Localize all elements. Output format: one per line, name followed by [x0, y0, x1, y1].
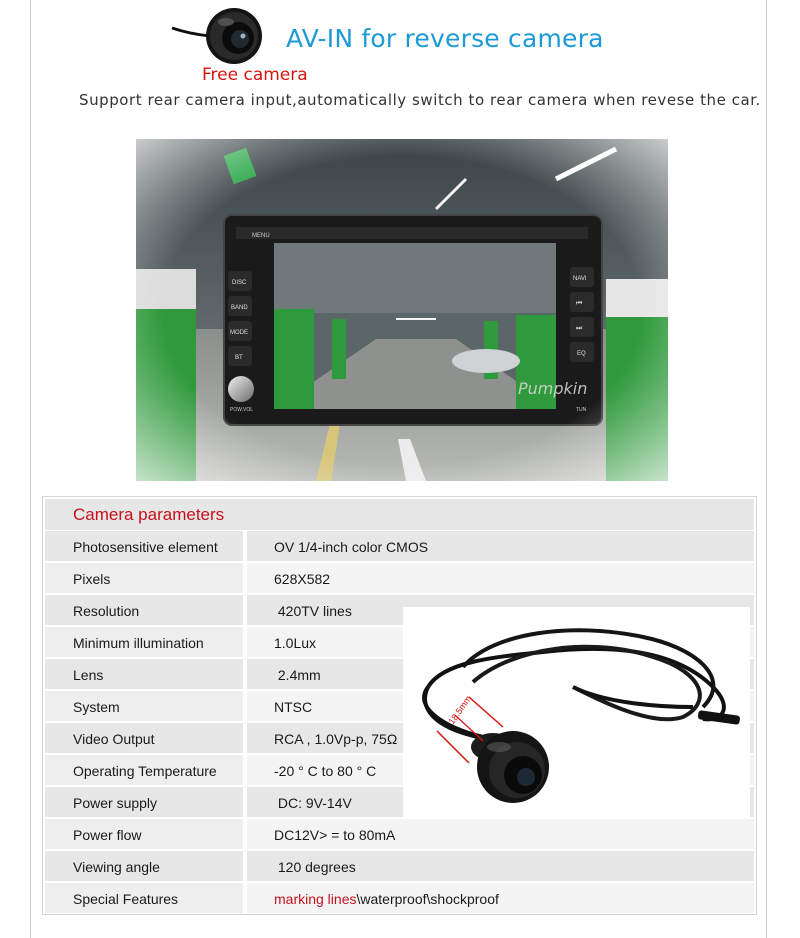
head-unit-photo [136, 139, 668, 481]
free-camera-label: Free camera [202, 65, 308, 85]
special-features-rest: \waterproof\shockproof [356, 891, 499, 907]
param-value: RCA , 1.0Vp-p, 75Ω [274, 731, 398, 747]
parameters-heading-bar [45, 499, 754, 530]
camera-product-photo [403, 607, 750, 818]
param-value: 120 degrees [274, 859, 356, 875]
param-value: 628X582 [274, 571, 331, 587]
param-label: Power flow [73, 827, 142, 843]
param-label: Viewing angle [73, 859, 160, 875]
param-value: OV 1/4-inch color CMOS [274, 539, 429, 555]
param-label: Pixels [73, 571, 111, 587]
param-label: Special Features [73, 891, 179, 907]
table-row [45, 563, 754, 593]
param-value: 2.4mm [274, 667, 321, 683]
dimension-label: 18.5mm [446, 693, 474, 727]
param-value: 420TV lines [274, 603, 352, 619]
param-value: DC: 9V-14V [274, 795, 352, 811]
param-label: Photosensitive element [73, 539, 218, 555]
table-row [45, 819, 754, 849]
param-value: NTSC [274, 699, 313, 715]
param-value: -20 ° C to 80 ° C [274, 763, 377, 779]
param-value: 1.0Lux [274, 635, 317, 651]
param-label: Operating Temperature [73, 763, 217, 779]
param-label: Resolution [73, 603, 140, 619]
param-value [274, 891, 499, 907]
param-label: System [73, 699, 120, 715]
param-label: Minimum illumination [73, 635, 204, 651]
param-label: Lens [73, 667, 104, 683]
param-value: DC12V> = to 80mA [274, 827, 396, 843]
table-row [45, 883, 754, 913]
param-label: Power supply [73, 795, 158, 811]
feature-description: Support rear camera input,automatically switch to rear camera when revese the car. [79, 91, 761, 109]
page-title: AV-IN for reverse camera [286, 24, 604, 53]
parameters-heading: Camera parameters [73, 505, 225, 524]
table-row [45, 531, 754, 561]
param-label: Video Output [73, 731, 155, 747]
special-features-highlight: marking lines [274, 891, 357, 907]
camera-thumbnail-icon [170, 6, 270, 66]
table-row [45, 851, 754, 881]
